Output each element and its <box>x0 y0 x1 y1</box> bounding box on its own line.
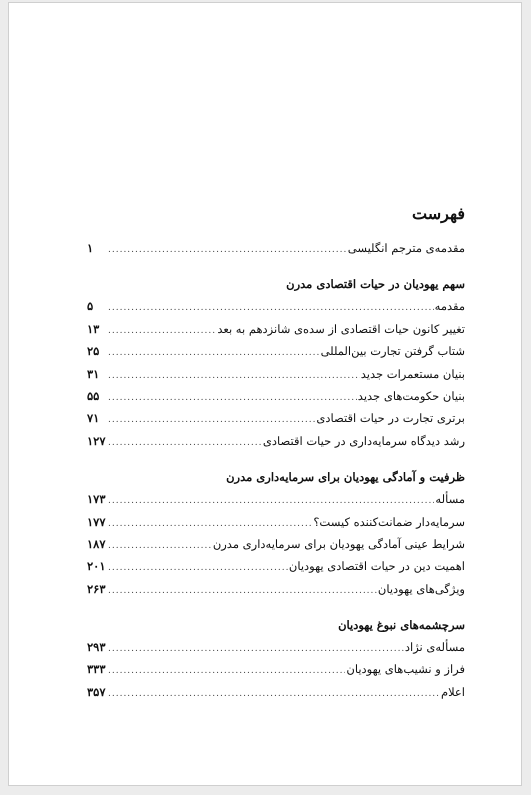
toc-entry <box>87 318 465 340</box>
toc-entry-page: ۲۹۳ <box>87 640 106 655</box>
toc-entry <box>87 385 465 407</box>
dot-leader <box>108 320 216 342</box>
toc-entry-page: ۵۵ <box>87 388 100 403</box>
toc-entry-label: برتری تجارت در حیات اقتصادی <box>316 411 465 426</box>
toc-entry <box>87 555 465 577</box>
toc-entry-page: ۵ <box>87 299 94 314</box>
toc-entry-label: بنیان حکومت‌های جدید <box>357 388 465 403</box>
toc-entry <box>87 340 465 362</box>
toc-entry <box>87 636 465 658</box>
toc-entry-label: مقدمه‌ی مترجم انگلیسی <box>347 241 465 255</box>
toc-entry-label: مسأله‌ی نژاد <box>404 640 465 655</box>
section-heading: ظرفیت و آمادگی یهودیان برای سرمایه‌داری مدرن <box>226 470 465 485</box>
toc-entry <box>87 533 465 555</box>
dot-leader <box>108 387 357 409</box>
toc-entry <box>87 407 465 429</box>
toc-entry-page: ۳۱ <box>87 366 100 381</box>
toc-entry-page: ۱۷۷ <box>87 514 106 529</box>
dot-leader <box>108 365 360 387</box>
toc-entry <box>87 658 465 680</box>
toc-entry-page: ۲۶۳ <box>87 581 106 596</box>
toc-entry <box>87 681 465 703</box>
dot-leader <box>108 660 345 682</box>
toc-entry-page: ۱۷۳ <box>87 492 106 507</box>
toc-entry-page: ۷۱ <box>87 411 100 426</box>
toc-title: فهرست <box>412 204 465 223</box>
toc-entry-label: اعلام <box>440 684 465 699</box>
toc-entry <box>87 295 465 317</box>
dot-leader <box>108 239 347 261</box>
document-page <box>8 2 522 786</box>
dot-leader <box>108 490 434 512</box>
toc-entry-page: ۲۰۱ <box>87 559 106 574</box>
toc-entry-label: اهمیت دین در حیات اقتصادی یهودیان <box>288 559 465 574</box>
section-heading: سرچشمه‌های نبوغ یهودیان <box>338 618 465 633</box>
toc-entry-label: تغییر کانون حیات اقتصادی از سده‌ی شانزدهم به بعد <box>217 321 465 336</box>
section-heading: سهم یهودیان در حیات اقتصادی مدرن <box>286 277 465 292</box>
toc-entry-page: ۲۵ <box>87 344 100 359</box>
toc-entry-page: ۱۳ <box>87 321 100 336</box>
toc-entry <box>87 430 465 452</box>
toc-entry-page: ۱ <box>87 241 94 255</box>
toc-entry-page: ۱۸۷ <box>87 536 106 551</box>
toc-entry <box>87 511 465 533</box>
dot-leader <box>108 342 320 364</box>
dot-leader <box>108 513 312 535</box>
toc-entry-label: فراز و نشیب‌های یهودیان <box>346 662 465 677</box>
toc-entry-label: بنیان مستعمرات جدید <box>360 366 465 381</box>
toc-entry-label: مسأله <box>435 492 465 507</box>
toc-entry <box>87 363 465 385</box>
toc-entry-label: ویژگی‌های یهودیان <box>377 581 465 596</box>
dot-leader <box>108 432 262 454</box>
toc-entry-label: شرایط عینی آمادگی یهودیان برای سرمایه‌داری مدرن <box>212 536 465 551</box>
toc-entry-label: شتاب گرفتن تجارت بین‌المللی <box>320 344 465 359</box>
dot-leader <box>108 683 440 705</box>
table-of-contents <box>87 203 465 703</box>
toc-entry-label: سرمایه‌دار ضمانت‌کننده کیست؟ <box>313 514 465 529</box>
toc-entry-label: مقدمه <box>434 299 465 314</box>
toc-entry-page: ۱۲۷ <box>87 433 106 448</box>
toc-entry <box>87 578 465 600</box>
dot-leader <box>108 297 434 319</box>
dot-leader <box>108 638 404 660</box>
toc-entry-label: رشد دیدگاه سرمایه‌داری در حیات اقتصادی <box>262 433 465 448</box>
dot-leader <box>108 535 212 557</box>
dot-leader <box>108 557 288 579</box>
dot-leader <box>108 409 315 431</box>
toc-entry <box>87 488 465 510</box>
toc-entry-page: ۳۳۳ <box>87 662 106 677</box>
dot-leader <box>108 580 377 602</box>
toc-entry-page: ۳۵۷ <box>87 684 106 699</box>
toc-entry-intro <box>87 237 465 259</box>
